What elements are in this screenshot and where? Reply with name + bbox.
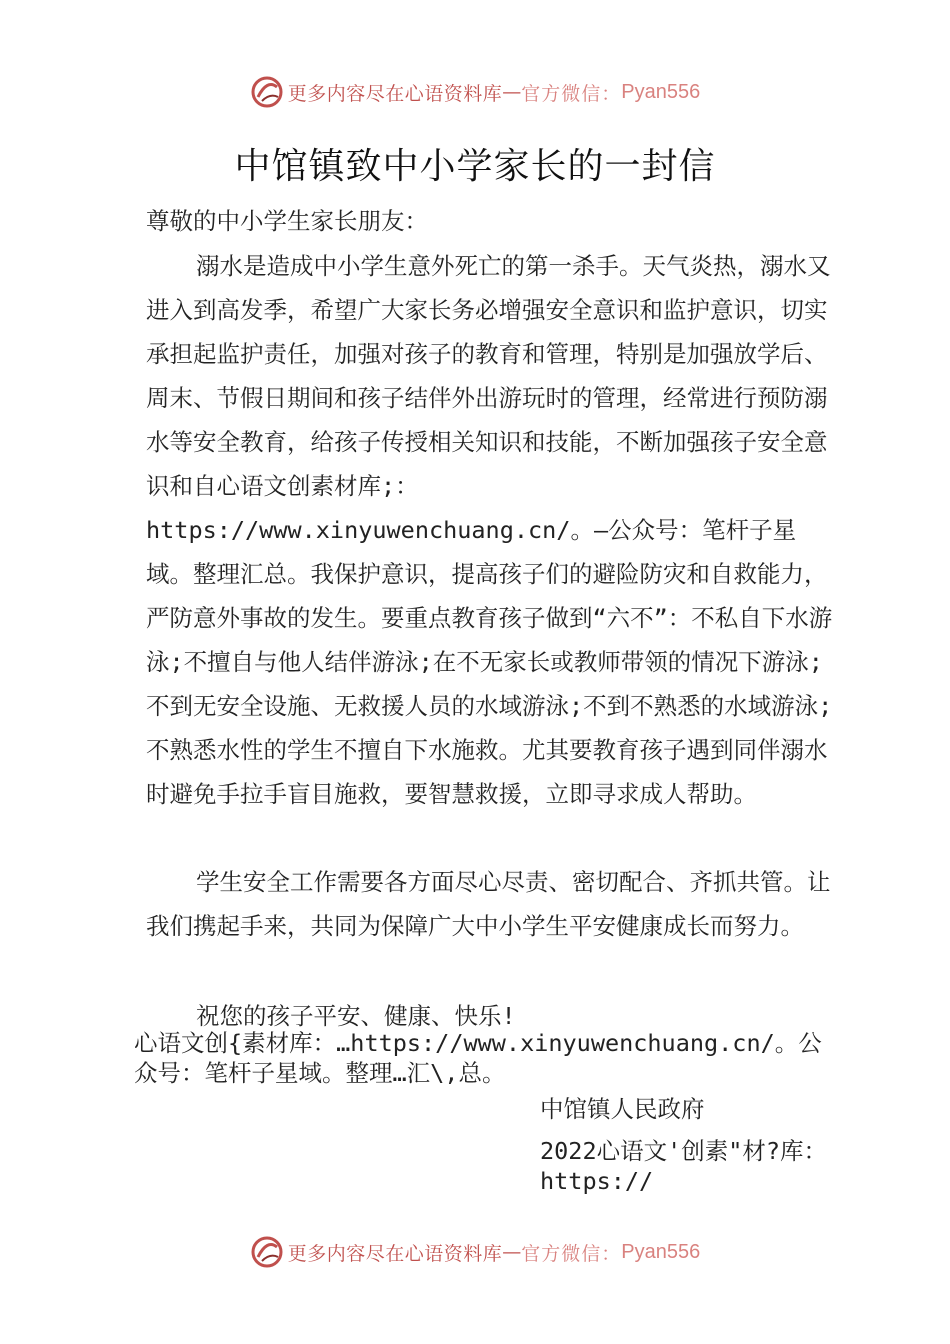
letter-title: 中馆镇致中小学家长的一封信: [234, 146, 716, 187]
watermark-dash: —: [502, 1241, 522, 1263]
watermark-wechat-label: 官方微信：: [521, 82, 622, 105]
wishes-line: 祝您的孩子平安、健康、快乐!: [196, 1002, 516, 1030]
watermark-wechat-label: 官方微信：: [521, 1242, 622, 1265]
paragraph-1: 溺水是造成中小学生意外死亡的第一杀手。天气炎热，溺水又进入到高发季，希望广大家长务必增强安全意识和监护意识，切实承担起监护责任，加强对孩子的教育和管理，特别是加强放学后、周末、节假日期间和孩子结伴外出游玩时的管理，经常进行预防溺水等安全教育，给孩子传授相关知识和技能，不断加强孩子安全意识和自心语文创素材库;：https://www.xinyuwenchuang.cn/。—公众号：笔杆子星域。整理汇总。我保护意识，提高孩子们的避险防灾和自救能力，严防意外事故的发生。要重点教育孩子做到“六不”：不私自下水游泳;不擅自与他人结伴游泳;在不无家长或教师带领的情况下游泳;不到无安全设施、无救援人员的水域游泳;不到不熟悉的水域游泳;不熟悉水性的学生不擅自下水施救。尤其要教育孩子遇到同伴溺水时避免手拉手盲目施救，要智慧救援，立即寻求成人帮助。: [146, 252, 833, 808]
salutation: 尊敬的中小学生家长朋友：: [146, 207, 428, 235]
watermark-banner-bottom: [0, 1232, 950, 1272]
watermark-brand: 更多内容尽在心语资料库: [287, 82, 503, 105]
watermark-banner-top: [0, 72, 950, 112]
watermark-wechat-id: Pyan556: [621, 1240, 701, 1263]
scroll-logo-icon: [250, 75, 284, 109]
paragraph-2: 学生安全工作需要各方面尽心尽责、密切配合、齐抓共管。让我们携起手来，共同为保障广大中小学生平安健康成长而努力。: [146, 868, 831, 940]
scroll-logo-icon: [250, 1235, 284, 1269]
signature-organization: 中馆镇人民政府: [540, 1095, 705, 1123]
watermark-wechat-id: Pyan556: [621, 80, 701, 103]
watermark-brand: 更多内容尽在心语资料库: [287, 1242, 503, 1265]
watermark-dash: —: [502, 81, 522, 103]
signature-date: 2022心语文'创素"材?库：https://: [540, 1137, 828, 1195]
source-note: 心语文创{素材库：…https://www.xinyuwenchuang.cn/。公众号：笔杆子星域。整理…汇\,总。: [134, 1029, 822, 1087]
